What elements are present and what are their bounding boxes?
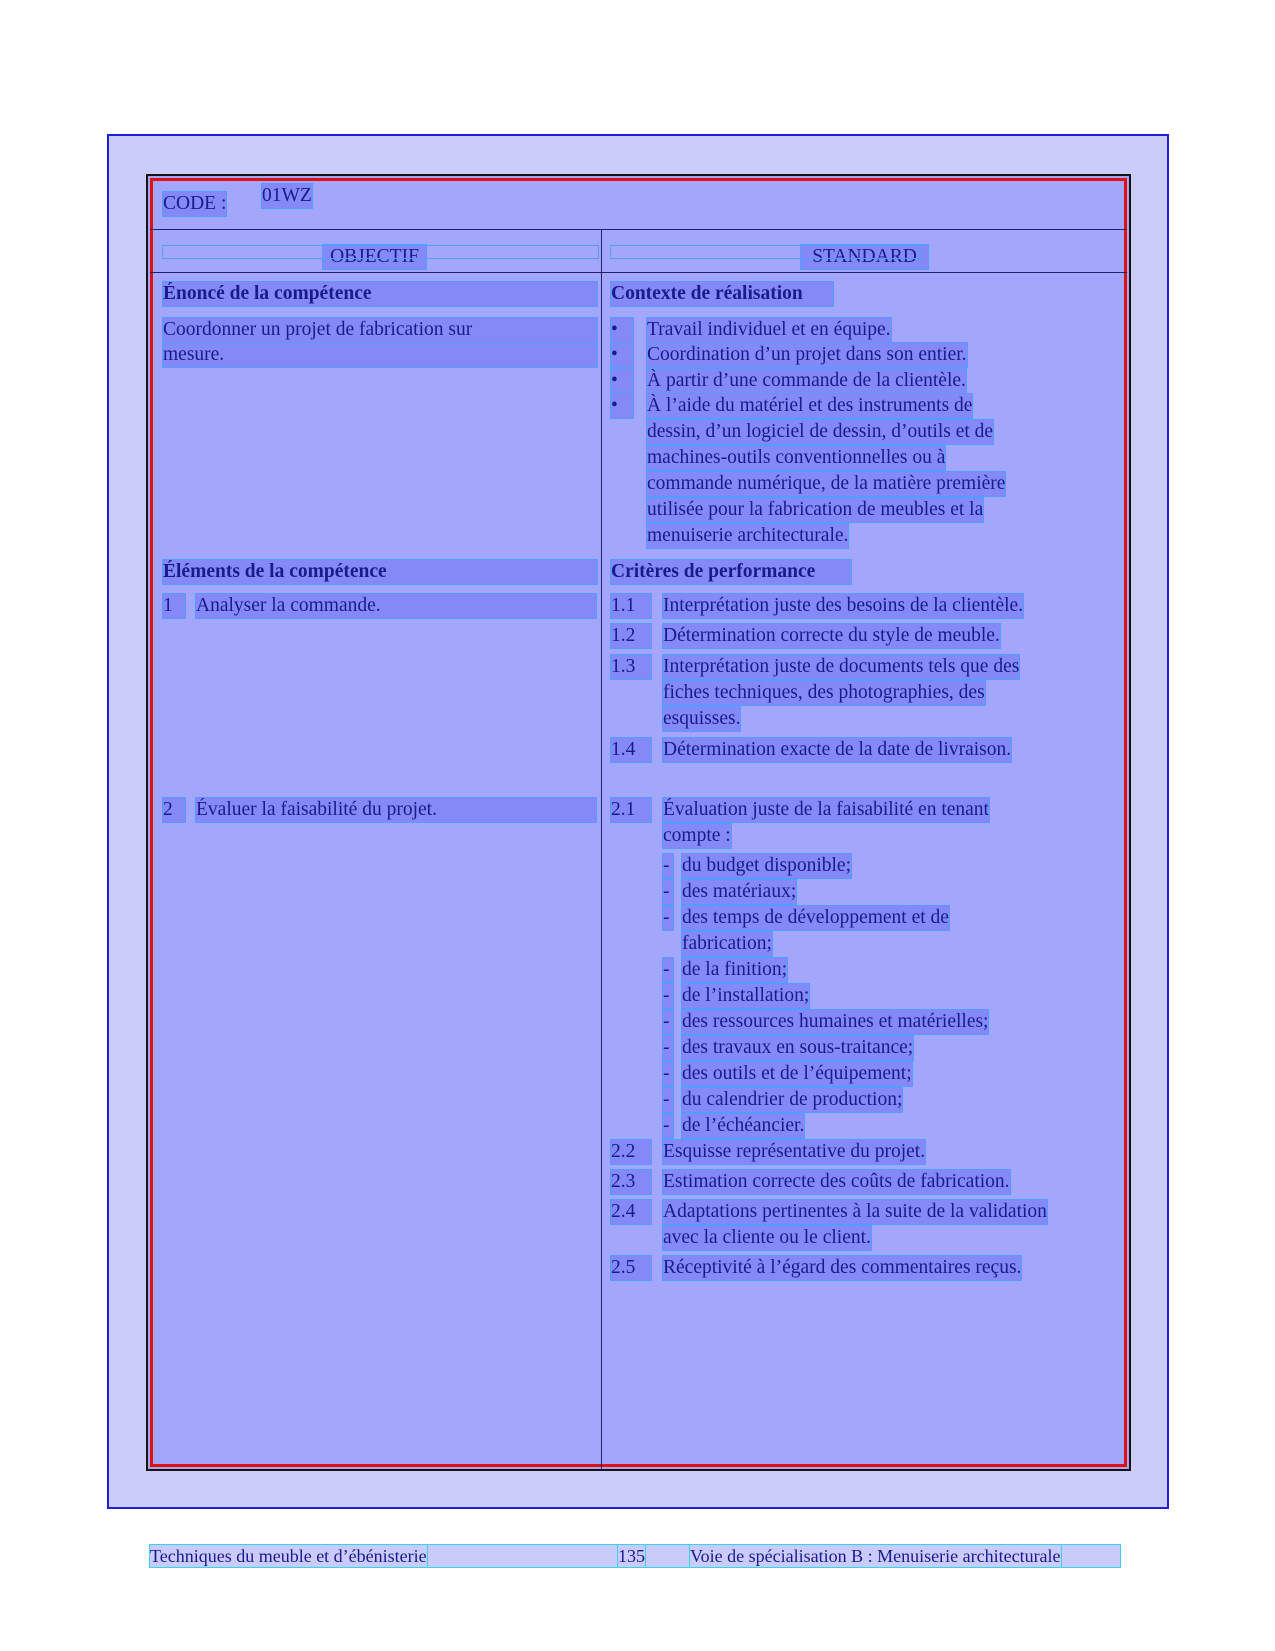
context-item: À partir d’une commande de la clientèle. — [647, 370, 966, 391]
element-text: Évaluer la faisabilité du projet. — [196, 798, 596, 822]
contexte-title: Contexte de réalisation — [611, 282, 833, 306]
criterion-number: 1.2 — [611, 624, 651, 648]
criterion-number: 2.1 — [611, 798, 651, 822]
objective-header-band — [163, 246, 598, 258]
criterion-text: Évaluation juste de la faisabilité en tenant — [663, 799, 989, 820]
sub-item: de l’installation; — [682, 985, 810, 1006]
footer-title: Techniques du meuble et d’ébénisterie — [150, 1546, 427, 1566]
criterion-number: 1.1 — [611, 594, 651, 618]
code-label: CODE : — [163, 193, 227, 214]
criterion-text-continued: compte : — [663, 825, 731, 846]
sub-item: de l’échéancier. — [682, 1115, 805, 1136]
column-divider — [601, 230, 602, 1470]
bullet-icon: • — [611, 394, 633, 418]
enonce-line: Coordonner un projet de fabrication sur — [163, 318, 597, 342]
context-item-continued: dessin, d’un logiciel de dessin, d’outils et de — [647, 421, 994, 442]
context-item-continued: machines-outils conventionnelles ou à — [647, 447, 946, 468]
sub-item: des outils et de l’équipement; — [682, 1063, 912, 1084]
dash-icon: - — [663, 1010, 673, 1034]
context-item-continued: utilisée pour la fabrication de meubles et la — [647, 499, 984, 520]
criterion-number: 2.4 — [611, 1200, 651, 1224]
criterion-number: 2.2 — [611, 1140, 651, 1164]
dash-icon: - — [663, 984, 673, 1008]
sub-item: de la finition; — [682, 959, 788, 980]
column-header-divider — [150, 272, 1127, 273]
dash-icon: - — [663, 1062, 673, 1086]
sub-item: des ressources humaines et matérielles; — [682, 1011, 989, 1032]
sub-item-continued: fabrication; — [682, 933, 772, 954]
bullet-icon: • — [611, 369, 633, 393]
criterion-text: Réceptivité à l’égard des commentaires reçus. — [663, 1257, 1022, 1278]
enonce-line: mesure. — [163, 343, 597, 367]
criteres-title: Critères de performance — [611, 560, 851, 584]
criterion-number: 2.3 — [611, 1170, 651, 1194]
header-divider — [150, 229, 1127, 230]
sub-item: des temps de développement et de — [682, 907, 949, 928]
criterion-text: Interprétation juste des besoins de la clientèle. — [663, 595, 1024, 616]
footer-specialisation: Voie de spécialisation B : Menuiserie architecturale — [690, 1546, 1061, 1566]
dash-icon: - — [663, 854, 673, 878]
dash-icon: - — [663, 880, 673, 904]
elements-title: Éléments de la compétence — [163, 560, 597, 584]
dash-icon: - — [663, 1088, 673, 1112]
dash-icon: - — [663, 906, 673, 930]
context-item: Travail individuel et en équipe. — [647, 319, 891, 340]
criterion-text: Interprétation juste de documents tels que des — [663, 656, 1020, 677]
criterion-text: Adaptations pertinentes à la suite de la validation — [663, 1201, 1047, 1222]
criterion-number: 1.3 — [611, 655, 651, 679]
criterion-text: Détermination exacte de la date de livraison. — [663, 739, 1012, 760]
element-number: 1 — [163, 594, 185, 618]
standard-header-band — [611, 246, 921, 258]
dash-icon: - — [663, 1114, 673, 1138]
standard-header: STANDARD — [801, 245, 928, 269]
criterion-text: Estimation correcte des coûts de fabrication. — [663, 1171, 1010, 1192]
bullet-icon: • — [611, 343, 633, 367]
criterion-text: Détermination correcte du style de meuble. — [663, 625, 1000, 646]
context-item-continued: menuiserie architecturale. — [647, 525, 849, 546]
context-item: Coordination d’un projet dans son entier. — [647, 344, 967, 365]
sub-item: des travaux en sous-traitance; — [682, 1037, 914, 1058]
element-number: 2 — [163, 798, 185, 822]
bullet-icon: • — [611, 318, 633, 342]
element-text: Analyser la commande. — [196, 594, 596, 618]
dash-icon: - — [663, 958, 673, 982]
criterion-number: 2.5 — [611, 1256, 651, 1280]
criterion-text-continued: esquisses. — [663, 708, 741, 729]
objective-header: OBJECTIF — [323, 245, 426, 269]
context-item: À l’aide du matériel et des instruments de — [647, 395, 973, 416]
criterion-number: 1.4 — [611, 738, 651, 762]
code-value: 01WZ — [262, 185, 312, 206]
criterion-text-continued: fiches techniques, des photographies, des — [663, 682, 985, 703]
sub-item: du budget disponible; — [682, 855, 851, 876]
enonce-title: Énoncé de la compétence — [163, 282, 597, 306]
criterion-text: Esquisse représentative du projet. — [663, 1141, 926, 1162]
sub-item: du calendrier de production; — [682, 1089, 903, 1110]
criterion-text-continued: avec la cliente ou le client. — [663, 1227, 871, 1248]
sub-item: des matériaux; — [682, 881, 797, 902]
dash-icon: - — [663, 1036, 673, 1060]
context-item-continued: commande numérique, de la matière première — [647, 473, 1006, 494]
page-number: 135 — [618, 1546, 645, 1566]
